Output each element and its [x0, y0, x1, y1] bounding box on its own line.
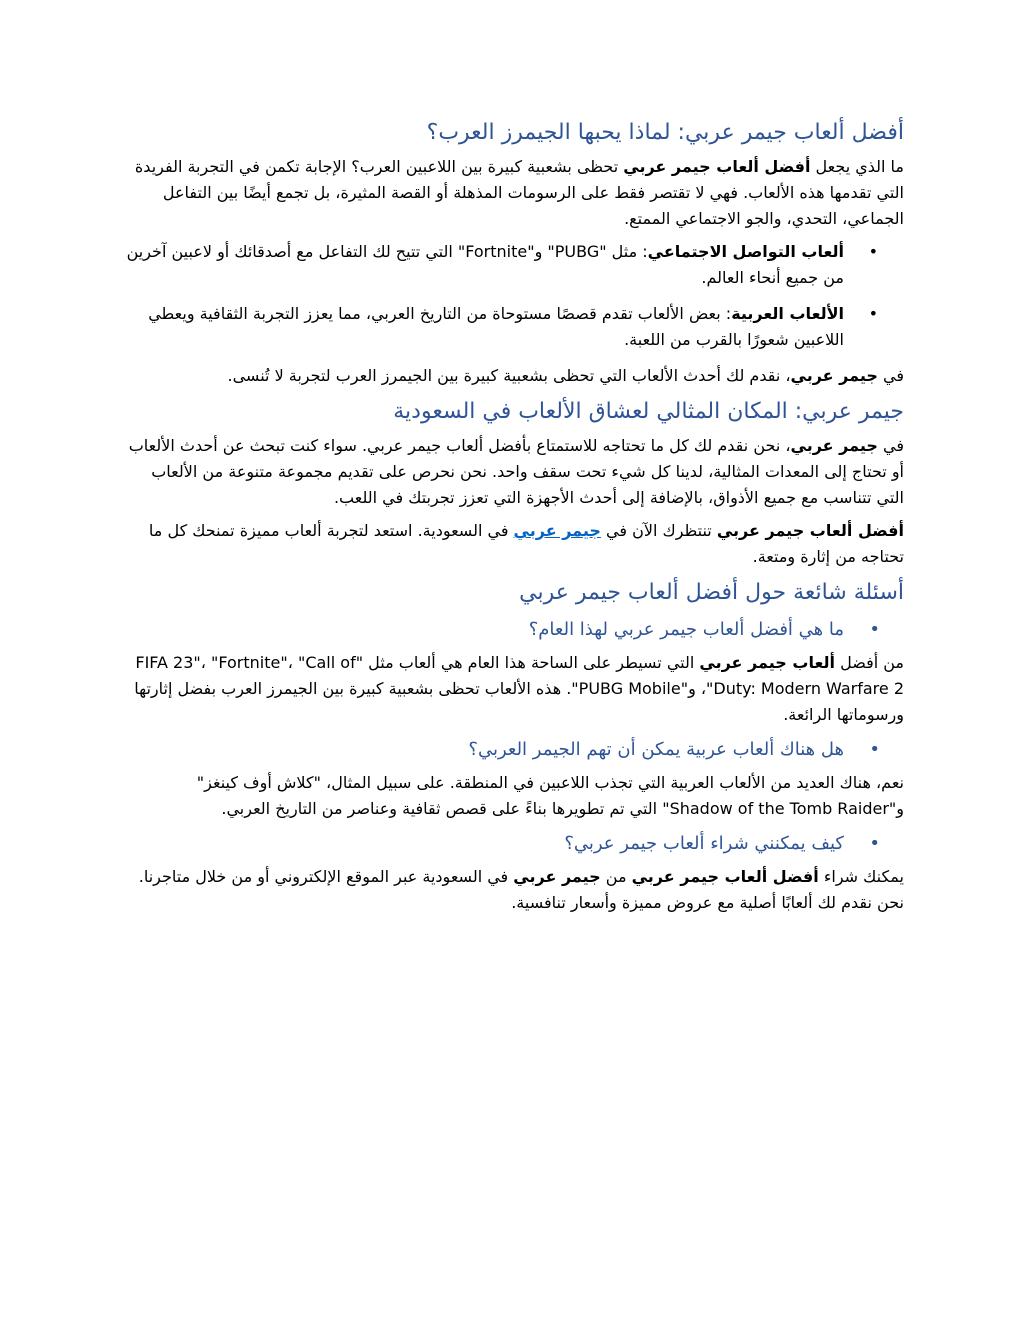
answer-pre: يمكنك شراء	[818, 867, 904, 886]
faq-answer-2	[120, 770, 904, 822]
faq-question-1	[120, 616, 904, 644]
bullet-bold: الألعاب العربية	[731, 304, 844, 323]
answer-pre: من أفضل	[834, 653, 904, 672]
section2-para2	[120, 518, 904, 570]
closing-pre: في	[877, 366, 904, 385]
para2-post: في السعودية. استعد لتجربة ألعاب مميزة تمنحك كل ما تحتاجه من إثارة ومتعة.	[148, 521, 904, 566]
section2-para1	[120, 433, 904, 511]
section1-heading: أفضل ألعاب جيمر عربي: لماذا يحبها الجيمرز العرب؟	[426, 120, 904, 145]
answer-bold-2: جيمر عربي	[513, 867, 601, 886]
answer-bold: ألعاب جيمر عربي	[699, 653, 835, 672]
closing-post: ، نقدم لك أحدث الألعاب التي تحظى بشعبية كبيرة بين الجيمرز العرب لتجربة لا تُنسى.	[227, 366, 791, 385]
para2-bold: أفضل ألعاب جيمر عربي	[716, 521, 904, 540]
para1-bold: جيمر عربي	[790, 436, 878, 455]
answer-mid: من	[600, 867, 632, 886]
bullet-icon: •	[869, 739, 880, 760]
gamer-arabi-link[interactable]: جيمر عربي	[513, 521, 601, 540]
bullet-icon: •	[869, 833, 880, 854]
answer-post: التي تسيطر على الساحة هذا العام هي ألعاب مثل "FIFA 23"، "Fortnite"، "Call of Duty: Modern Warfare 2"، و"PUBG Mobile". هذه الألعاب تحظى بشعبية كبيرة بين الجيمرز العرب بفضل إثارتها ورسوماتها الرائعة.	[134, 653, 904, 724]
faq-answer-3	[120, 864, 904, 916]
faq-question-2	[120, 736, 904, 764]
answer-bold: أفضل ألعاب جيمر عربي	[631, 867, 819, 886]
answer-post: في السعودية عبر الموقع الإلكتروني أو من خلال متاجرنا. نحن نقدم لك ألعابًا أصلية مع عروض مميزة وأسعار تنافسية.	[138, 867, 904, 912]
section1-bullet-list	[120, 239, 904, 353]
faq-heading: أسئلة شائعة حول أفضل ألعاب جيمر عربي	[519, 580, 904, 605]
section2-heading: جيمر عربي: المكان المثالي لعشاق الألعاب في السعودية	[393, 399, 904, 424]
faq-question-text: ما هي أفضل ألعاب جيمر عربي لهذا العام؟	[528, 619, 844, 640]
document-page	[120, 112, 904, 923]
faq-question-3	[120, 830, 904, 858]
faq-question-text: هل هناك ألعاب عربية يمكن أن تهم الجيمر العربي؟	[468, 739, 844, 760]
answer-text: نعم، هناك العديد من الألعاب العربية التي تجذب اللاعبين في المنطقة. على سبيل المثال، "كلاش أوف كينغز" و"Shadow of the Tomb Raider" التي تم تطويرها بناءً على قصص ثقافية وعناصر من التاريخ العربي.	[196, 773, 904, 818]
bullet-text: : مثل "PUBG" و"Fortnite" التي تتيح لك التفاعل مع أصدقائك أو لاعبين آخرين من جميع أنحاء العالم.	[126, 242, 844, 287]
faq-question-text: كيف يمكنني شراء ألعاب جيمر عربي؟	[564, 833, 844, 854]
faq-answer-1	[120, 650, 904, 728]
intro-bold: أفضل ألعاب جيمر عربي	[623, 157, 811, 176]
bullet-icon: •	[868, 242, 878, 261]
para1-pre: في	[877, 436, 904, 455]
intro-post: تحظى بشعبية كبيرة بين اللاعبين العرب؟ الإجابة تكمن في التجربة الفريدة التي تقدمها هذه الألعاب. فهي لا تقتصر فقط على الرسومات المذهلة أو القصة المثيرة، بل تجمع أيضًا بين التفاعل الجماعي، التحدي، والجو الاجتماعي الممتع.	[134, 157, 904, 228]
bullet-icon: •	[869, 619, 880, 640]
para2-mid: تنتظرك الآن في	[600, 521, 717, 540]
para1-post: ، نحن نقدم لك كل ما تحتاجه للاستمتاع بأفضل ألعاب جيمر عربي. سواء كنت تبحث عن أحدث الألعاب أو تحتاج إلى المعدات المثالية، لدينا كل شيء تحت سقف واحد. نحن نحرص على تقديم مجموعة متنوعة من الألعاب التي تتناسب مع جميع الأذواق، بالإضافة إلى أحدث الأجهزة التي تعزز تجربتك في اللعب.	[128, 436, 904, 507]
list-item	[120, 301, 904, 353]
bullet-icon: •	[868, 304, 878, 323]
section1-closing	[120, 363, 904, 389]
bullet-bold: ألعاب التواصل الاجتماعي	[647, 242, 844, 261]
section1-intro	[120, 154, 904, 232]
list-item	[120, 239, 904, 291]
closing-bold: جيمر عربي	[790, 366, 878, 385]
bullet-text: : بعض الألعاب تقدم قصصًا مستوحاة من التاريخ العربي، مما يعزز التجربة الثقافية ويعطي اللاعبين شعورًا بالقرب من اللعبة.	[148, 304, 844, 349]
intro-pre: ما الذي يجعل	[810, 157, 904, 176]
